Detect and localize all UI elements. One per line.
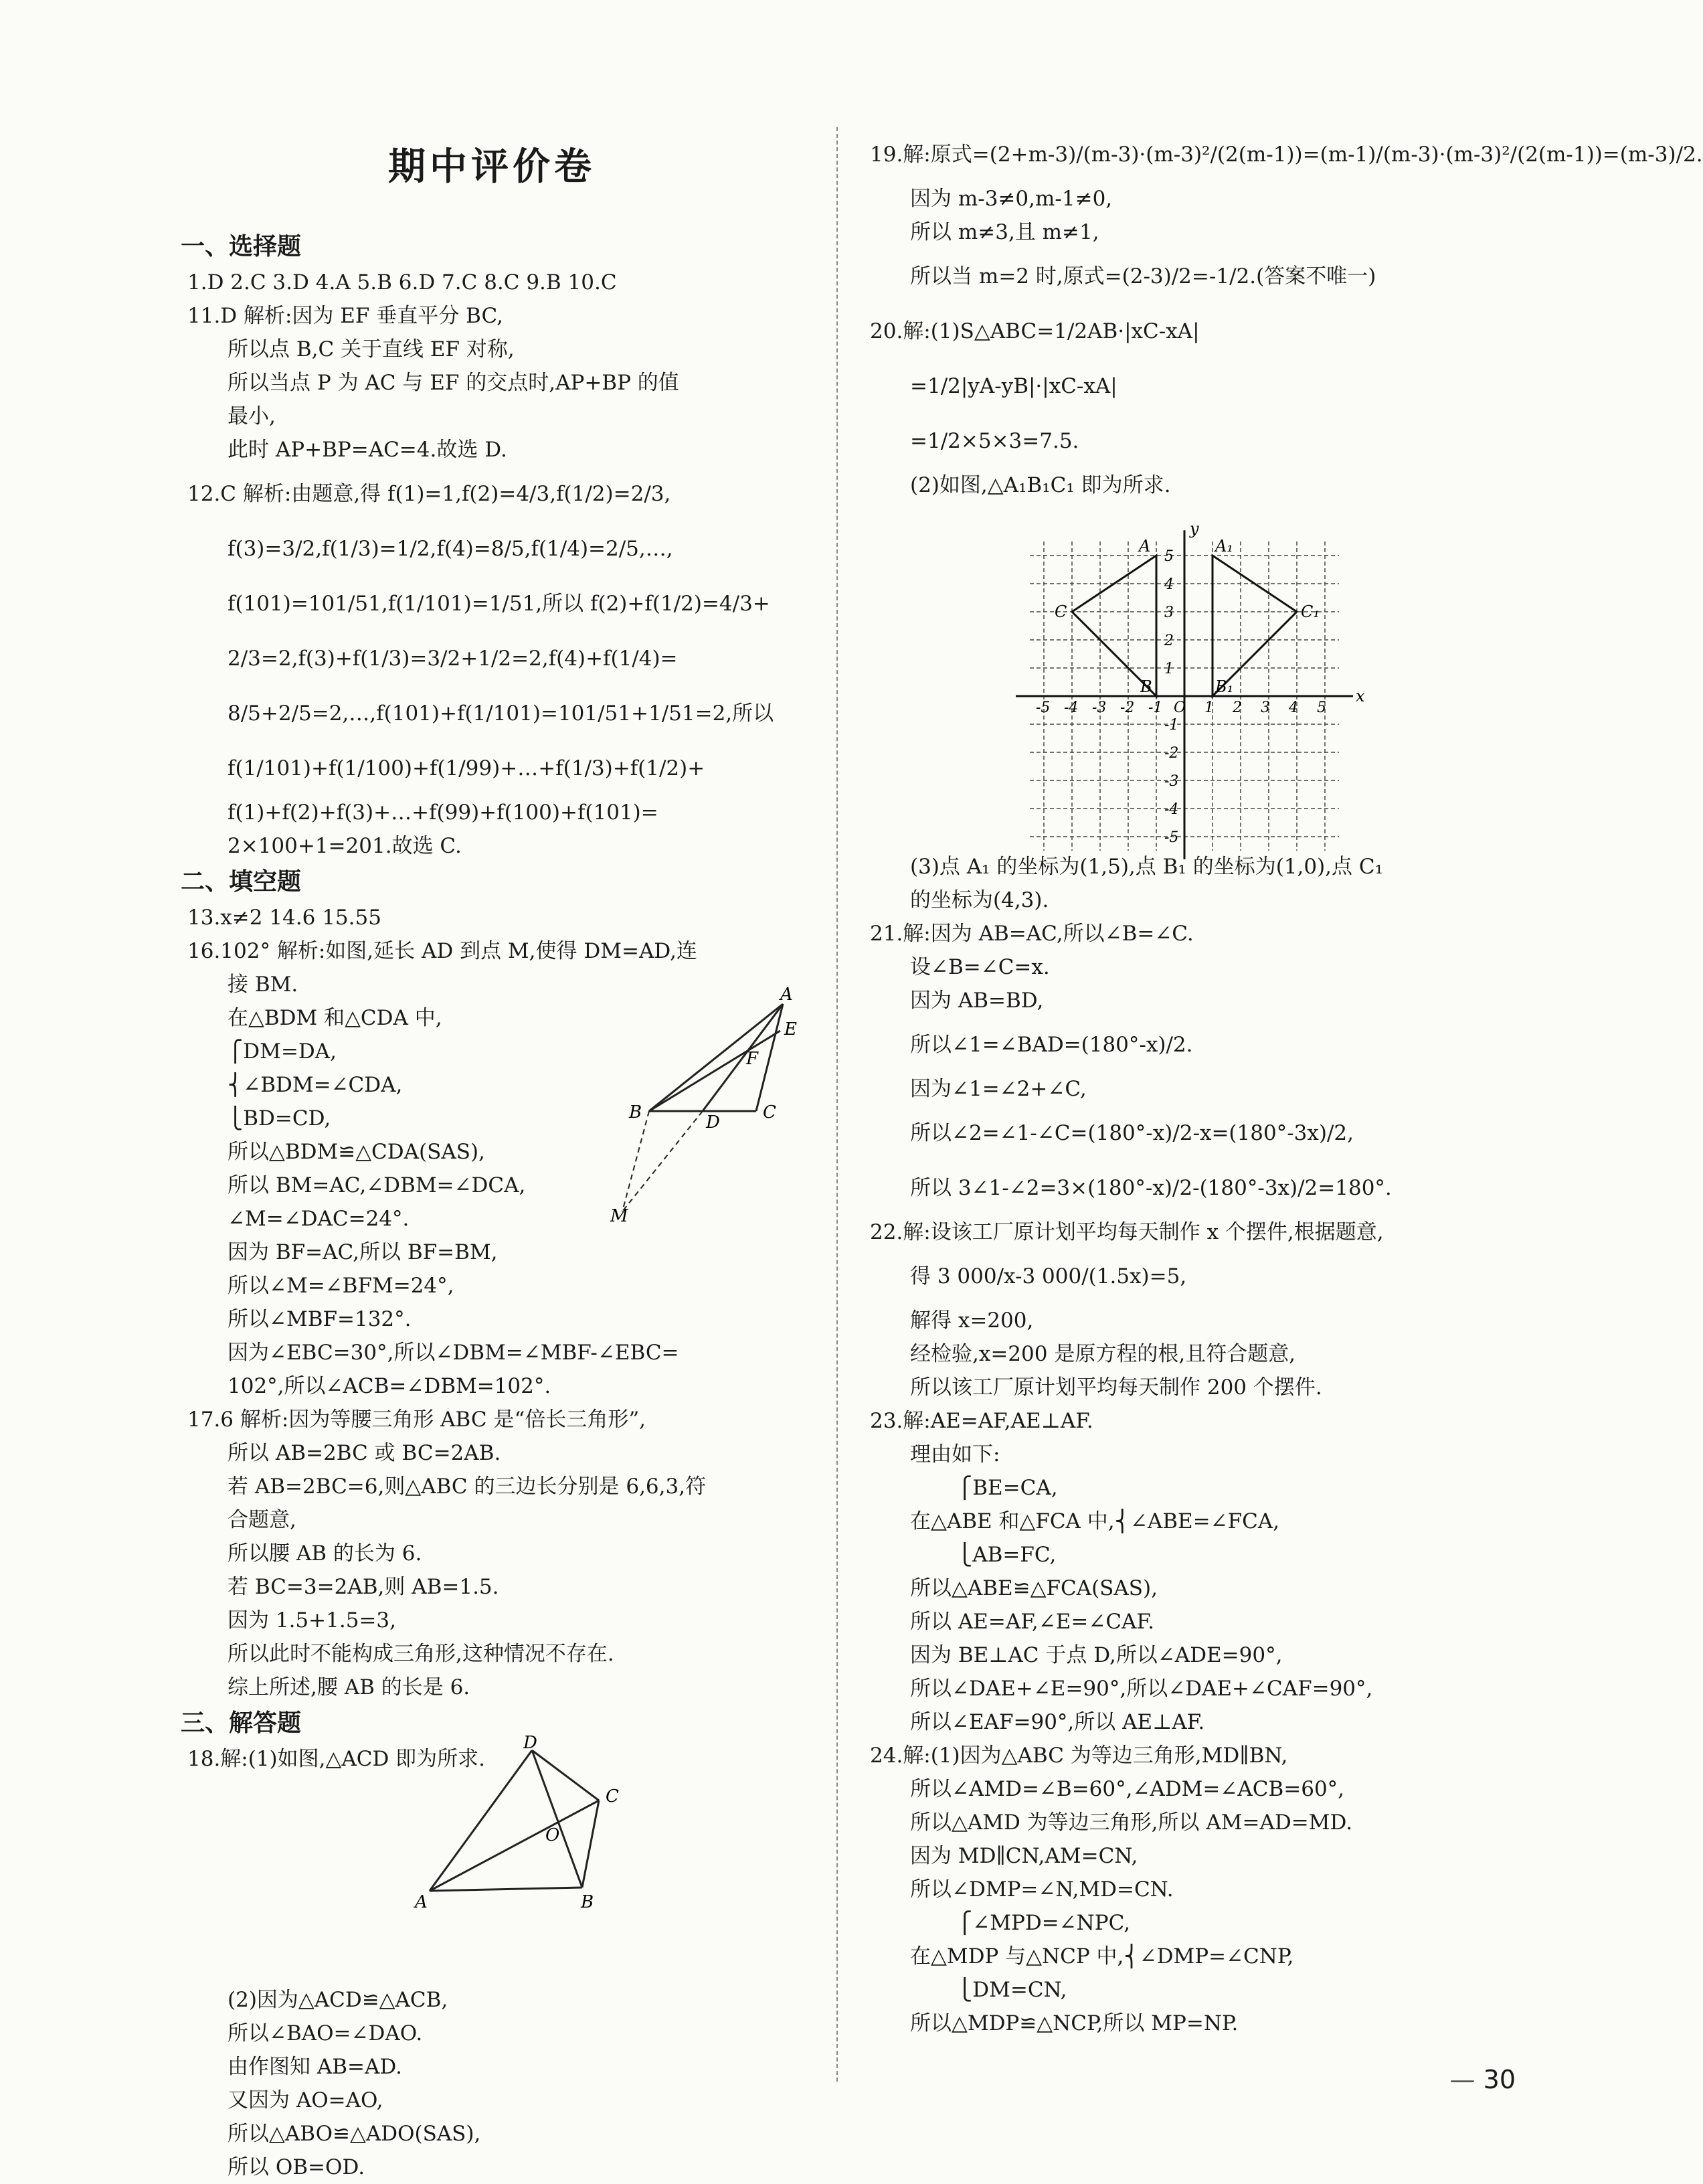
page-title: 期中评价卷 [388,145,596,189]
label-O: O [545,1825,560,1845]
label-B: B [629,1102,642,1122]
page-number: — 30 [1450,2065,1516,2094]
text-line: 由作图知 AB=AD. [228,2055,402,2079]
text-line: 若 BC=3=2AB,则 AB=1.5. [228,1575,499,1599]
text-line: 综上所述,腰 AB 的长是 6. [228,1675,470,1699]
text-line: 16.102° 解析:如图,延长 AD 到点 M,使得 DM=AD,连 [187,939,697,963]
y-tick-label: -2 [1164,745,1179,762]
text-line: 因为 BF=AC,所以 BF=BM, [228,1240,498,1264]
text-line: 24.解:(1)因为△ABC 为等边三角形,MD∥BN, [870,1744,1288,1768]
y-tick-label: 1 [1164,661,1174,677]
text-line: 因为 BE⊥AC 于点 D,所以∠ADE=90°, [910,1643,1283,1667]
column-divider [836,127,838,2082]
text-line: 所以∠1=∠BAD=(180°-x)/2. [910,1033,1193,1057]
text-line: 所以该工厂原计划平均每天制作 200 个摆件. [910,1375,1322,1400]
y-tick-label: 4 [1164,576,1174,593]
y-tick-label: -1 [1164,717,1179,734]
text-line: 2/3=2,f(3)+f(1/3)=3/2+1/2=2,f(4)+f(1/4)= [228,647,678,671]
text-line: 因为 m-3≠0,m-1≠0, [910,187,1113,211]
label-F: F [746,1049,759,1069]
text-line: (2)因为△ACD≌△ACB, [228,1988,448,2012]
coordinate-grid [1024,519,1372,863]
text-line: 若 AB=2BC=6,则△ABC 的三边长分别是 6,6,3,符 [228,1475,707,1499]
text-line: 2×100+1=201.故选 C. [228,834,462,858]
text-line: f(1/101)+f(1/100)+f(1/99)+…+f(1/3)+f(1/2)+ [228,756,705,780]
text-line: 所以∠EAF=90°,所以 AE⊥AF. [910,1710,1205,1734]
text-line: 在△BDM 和△CDA 中, [228,1006,442,1030]
text-line: =1/2×5×3=7.5. [910,429,1079,453]
text-line: =1/2|yA-yB|·|xC-xA| [910,374,1117,398]
triangle-A1B1C1 [1213,556,1297,696]
text-line: 23.解:AE=AF,AE⊥AF. [870,1409,1093,1433]
text-line: 22.解:设该工厂原计划平均每天制作 x 个摆件,根据题意, [870,1220,1384,1244]
x-tick-label: 3 [1261,699,1270,716]
text-line: 所以△ABE≌△FCA(SAS), [910,1576,1158,1600]
text-line: 所以 AE=AF,∠E=∠CAF. [910,1610,1154,1634]
label-A: A [415,1892,428,1912]
text-line: f(101)=101/51,f(1/101)=1/51,所以 f(2)+f(1/2)=4/3+ [228,592,770,616]
label-D: D [523,1733,537,1753]
text-line: ⎧BE=CA, [957,1476,1058,1500]
text-line: 因为∠EBC=30°,所以∠DBM=∠MBF-∠EBC= [228,1341,679,1365]
text-line: 所以∠MBF=132°. [228,1307,412,1331]
section-heading: 一、选择题 [181,233,302,260]
text-line: 理由如下: [910,1442,1000,1466]
text-line: 102°,所以∠ACB=∠DBM=102°. [228,1374,551,1398]
text-line: 所以 3∠1-∠2=3×(180°-x)/2-(180°-3x)/2=180°. [910,1176,1392,1200]
text-line: 17.6 解析:因为等腰三角形 ABC 是“倍长三角形”, [187,1408,646,1432]
text-line: (3)点 A₁ 的坐标为(1,5),点 B₁ 的坐标为(1,0),点 C₁ [910,855,1384,879]
text-line: 接 BM. [228,973,298,997]
label-B1: B₁ [1215,677,1234,696]
text-line: 12.C 解析:由题意,得 f(1)=1,f(2)=4/3,f(1/2)=2/3, [187,482,671,506]
x-tick-label: 2 [1233,699,1242,716]
text-line: 在△MDP 与△NCP 中,⎨∠DMP=∠CNP, [910,1944,1294,1968]
x-tick-label: -2 [1120,699,1135,716]
text-line: 得 3 000/x-3 000/(1.5x)=5, [910,1264,1187,1288]
text-line: 因为 1.5+1.5=3, [228,1608,396,1632]
text-line: ⎩DM=CN, [957,1978,1067,2002]
text-line: 所以∠DAE+∠E=90°,所以∠DAE+∠CAF=90°, [910,1677,1373,1701]
x-tick-label: 1 [1204,699,1214,716]
triangle-ABC [1072,556,1156,696]
text-line: 所以∠BAO=∠DAO. [228,2021,423,2045]
text-line: 21.解:因为 AB=AC,所以∠B=∠C. [870,922,1194,946]
label-M: M [610,1206,628,1226]
text-line: 18.解:(1)如图,△ACD 即为所求. [187,1747,486,1771]
text-line: 11.D 解析:因为 EF 垂直平分 BC, [187,304,503,328]
label-B: B [1140,677,1152,696]
text-line: ⎨∠BDM=∠CDA, [228,1073,403,1097]
text-line: 19.解:原式=(2+m-3)/(m-3)·(m-3)²/(2(m-1))=(m-1)/(m-3)·(m-3)²/(2(m-1))=(m-3)/2. [870,143,1703,167]
y-tick-label: 2 [1164,633,1174,649]
text-line: 最小, [228,404,276,428]
label-C: C [606,1786,619,1807]
label-E: E [784,1019,797,1039]
text-line: 8/5+2/5=2,…,f(101)+f(1/101)=101/51+1/51=2,所以 [228,701,774,726]
label-C: C [763,1102,776,1122]
text-line: 所以△MDP≌△NCP,所以 MP=NP. [910,2011,1239,2035]
text-line: ∠M=∠DAC=24°. [228,1207,410,1231]
label-C: C [1055,602,1067,621]
text-line: 所以 OB=OD. [228,2155,365,2179]
figure-16 [610,985,803,1232]
text-line: 因为 AB=BD, [910,989,1044,1013]
section-heading: 二、填空题 [181,868,302,896]
text-line: 13.x≠2 14.6 15.55 [187,906,381,930]
text-line: 经检验,x=200 是原方程的根,且符合题意, [910,1342,1296,1366]
x-tick-label: 4 [1289,699,1298,716]
x-tick-label: 5 [1317,699,1326,716]
text-line: 所以点 B,C 关于直线 EF 对称, [228,337,515,361]
y-axis-label: y [1190,519,1199,539]
y-tick-label: -5 [1164,829,1179,846]
label-A1: A₁ [1215,537,1233,556]
text-line: 所以 m≠3,且 m≠1, [910,220,1099,244]
x-tick-label: -4 [1064,699,1079,716]
text-line: 所以∠DMP=∠N,MD=CN. [910,1877,1174,1902]
text-line: ⎧∠MPD=∠NPC, [957,1911,1131,1935]
x-tick-label: -5 [1036,699,1051,716]
text-line: f(1)+f(2)+f(3)+…+f(99)+f(100)+f(101)= [228,801,658,825]
y-tick-label: -4 [1164,801,1179,818]
text-line: 在△ABE 和△FCA 中,⎨∠ABE=∠FCA, [910,1509,1280,1533]
text-line: 所以∠2=∠1-∠C=(180°-x)/2-x=(180°-3x)/2, [910,1121,1354,1145]
text-line: 所以此时不能构成三角形,这种情况不存在. [228,1642,614,1666]
text-line: 1.D 2.C 3.D 4.A 5.B 6.D 7.C 8.C 9.B 10.C [187,270,617,295]
section-heading: 三、解答题 [181,1709,302,1737]
right-column [870,127,1703,2040]
text-line: 所以∠M=∠BFM=24°, [228,1274,454,1298]
text-line: 所以 AB=2BC 或 BC=2AB. [228,1441,501,1465]
text-line: 此时 AP+BP=AC=4.故选 D. [228,438,507,462]
y-tick-label: 5 [1164,548,1174,565]
text-line: 设∠B=∠C=x. [910,955,1050,979]
text-line: 因为 MD∥CN,AM=CN, [910,1844,1138,1868]
text-line: ⎧DM=DA, [228,1039,337,1064]
label-A: A [1139,537,1151,556]
origin-label: O [1174,699,1186,716]
y-tick-label: -3 [1164,773,1179,790]
x-tick-label: -1 [1148,699,1163,716]
label-D: D [706,1112,720,1132]
text-line: 所以当 m=2 时,原式=(2-3)/2=-1/2.(答案不唯一) [910,264,1376,288]
text-line: 所以腰 AB 的长为 6. [228,1541,422,1566]
text-line: 所以△ABO≌△ADO(SAS), [228,2122,481,2146]
figure-18 [415,1733,642,1921]
text-line: 所以∠AMD=∠B=60°,∠ADM=∠ACB=60°, [910,1777,1345,1801]
text-line: 所以 BM=AC,∠DBM=∠DCA, [228,1173,526,1197]
text-line: 解得 x=200, [910,1309,1034,1333]
label-C1: C₁ [1301,602,1320,621]
x-tick-label: -3 [1092,699,1107,716]
text-line: (2)如图,△A₁B₁C₁ 即为所求. [910,473,1171,497]
text-line: 20.解:(1)S△ABC=1/2AB·|xC-xA| [870,319,1200,343]
text-line: ⎩AB=FC, [957,1543,1057,1567]
text-line: 合题意, [228,1508,296,1532]
text-line: 因为∠1=∠2+∠C, [910,1077,1087,1101]
text-line: 所以△AMD 为等边三角形,所以 AM=AD=MD. [910,1811,1353,1835]
label-B: B [581,1892,594,1912]
text-line: ⎩BD=CD, [228,1106,331,1130]
label-A: A [780,985,793,1005]
text-line: 又因为 AO=AO, [228,2088,383,2112]
text-line: 所以△BDM≌△CDA(SAS), [228,1140,485,1164]
text-line: 所以当点 P 为 AC 与 EF 的交点时,AP+BP 的值 [228,371,679,395]
x-axis-label: x [1356,687,1365,705]
text-line: f(3)=3/2,f(1/3)=1/2,f(4)=8/5,f(1/4)=2/5,…, [228,537,673,561]
y-tick-label: 3 [1164,604,1174,621]
text-line: 的坐标为(4,3). [910,888,1049,912]
